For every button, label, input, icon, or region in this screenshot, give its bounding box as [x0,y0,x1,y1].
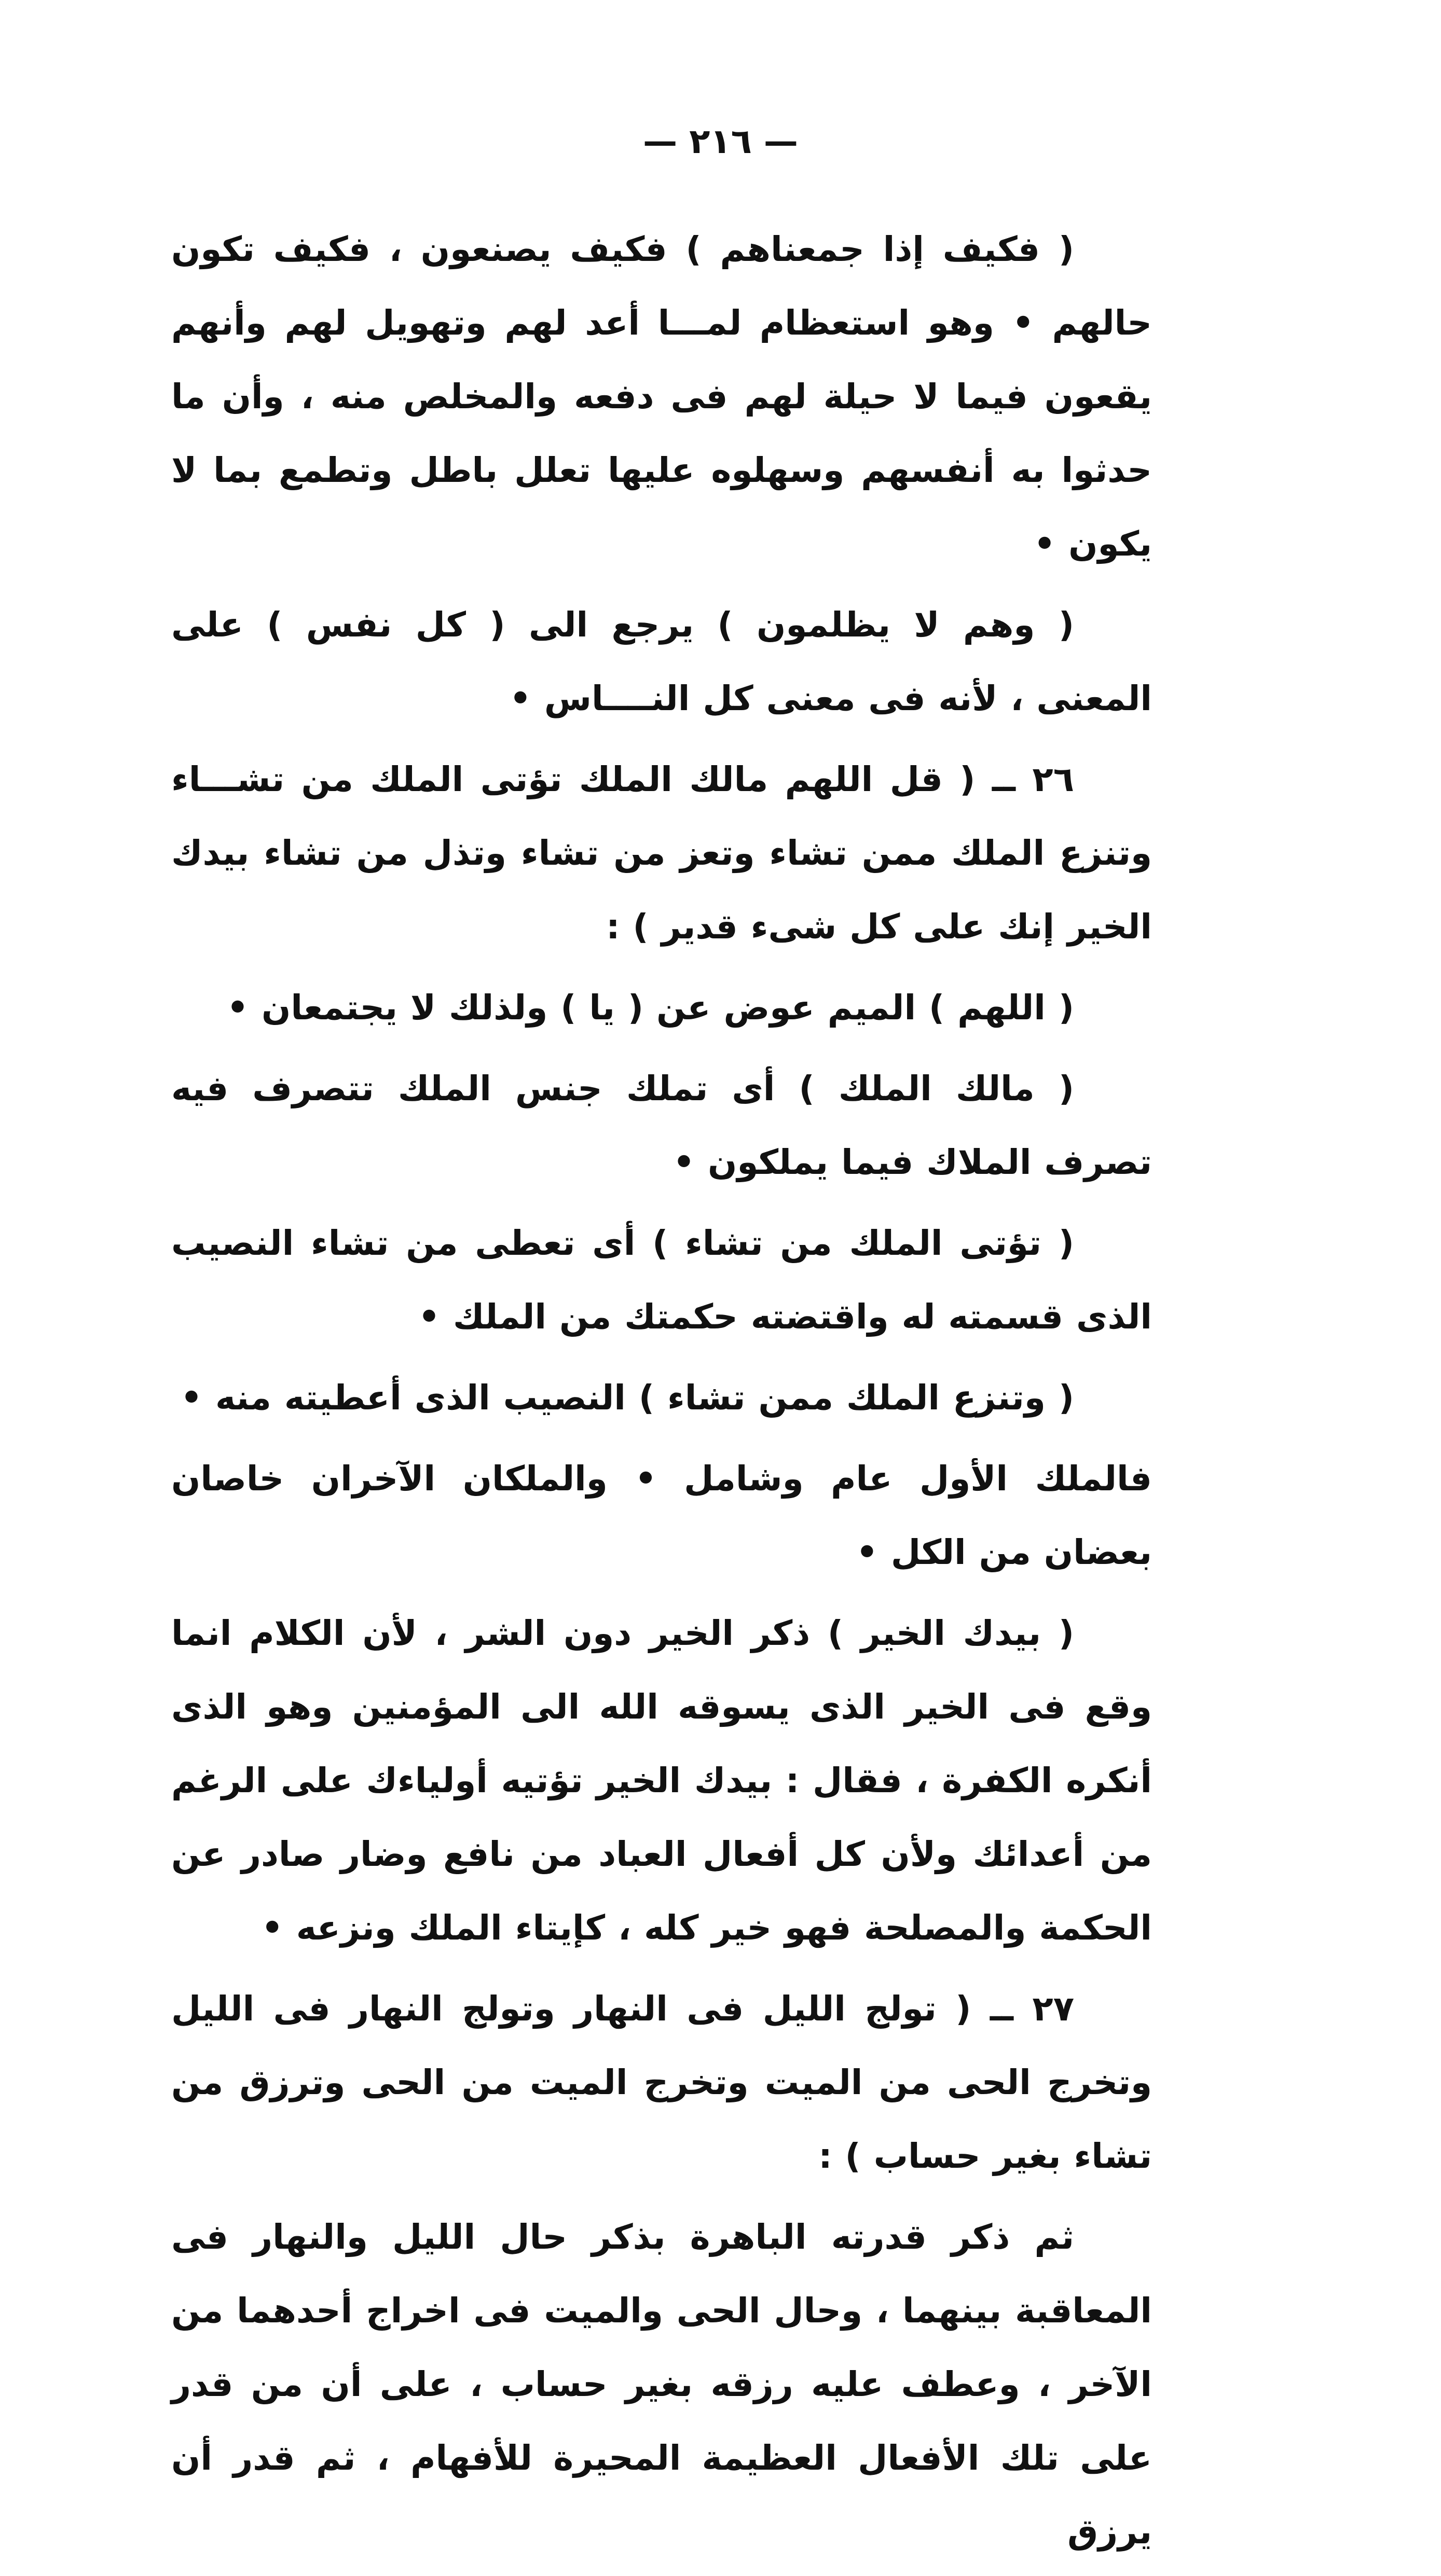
verse-26: ٢٦ ــ ( قل اللهم مالك الملك تؤتى الملك من تشـــاء وتنزع الملك ممن تشاء وتعز من تشاء وتذل من تشاء بيدك الخير إنك على كل شىء قدير ) : [171,759,1152,947]
paragraph: ( بيدك الخير ) ذكر الخير دون الشر ، لأن الكلام انما وقع فى الخير الذى يسوقه الله الى المؤمنين وهو الذى أنكره الكفرة ، فقال : بيدك الخير تؤتيه أولياءك على الرغم من أعدائك ولأن كل أفعال العباد من نافع وضار صادر عن الحكمة والمصلحة فهو خير كله ، كإيتاء الملك ونزعه • [171,1613,1152,1948]
paragraph: فالملك الأول عام وشامل • والملكان الآخران خاصان بعضان من الكل • [171,1459,1152,1572]
paragraph: ( اللهم ) الميم عوض عن ( يا ) ولذلك لا يجتمعان • [226,988,1074,1028]
paragraph: ( وهم لا يظلمون ) يرجع الى ( كل نفس ) على المعنى ، لأنه فى معنى كل النــــاس • [171,605,1152,718]
paragraph: ( فكيف إذا جمعناهم ) فكيف يصنعون ، فكيف تكون حالهم • وهو استعظام لمـــا أعد لهم وتهويل لهم وأنهم يقعون فيما لا حيلة لهم فى دفعه والمخلص منه ، وأن ما حدثوا به أنفسهم وسهلوه عليها تعلل باطل وتطمع بما لا يكون • [171,229,1152,564]
verse-27: ٢٧ ــ ( تولج الليل فى النهار وتولج النهار فى الليل وتخرج الحى من الميت وتخرج الميت من الحى وترزق من تشاء بغير حساب ) : [171,1989,1152,2176]
paragraph: ( مالك الملك ) أى تملك جنس الملك تتصرف فيه تصرف الملاك فيما يملكون • [171,1069,1152,1182]
paragraph: ( وتنزع الملك ممن تشاء ) النصيب الذى أعطيته منه • [180,1378,1074,1418]
page-body [171,213,1152,2576]
paragraph: ( تؤتى الملك من تشاء ) أى تعطى من تشاء النصيب الذى قسمته له واقتضته حكمتك من الملك • [171,1223,1152,1337]
page-number: — ٢١٦ — [643,121,798,161]
paragraph: ثم ذكر قدرته الباهرة بذكر حال الليل والنهار فى المعاقبة بينهما ، وحال الحى والميت فى اخراج أحدهما من الآخر ، وعطف عليه رزقه بغير حساب ، على أن من قدر على تلك الأفعال العظيمة المحيرة للأفهام ، ثم قدر أن يرزق [171,2217,1152,2552]
